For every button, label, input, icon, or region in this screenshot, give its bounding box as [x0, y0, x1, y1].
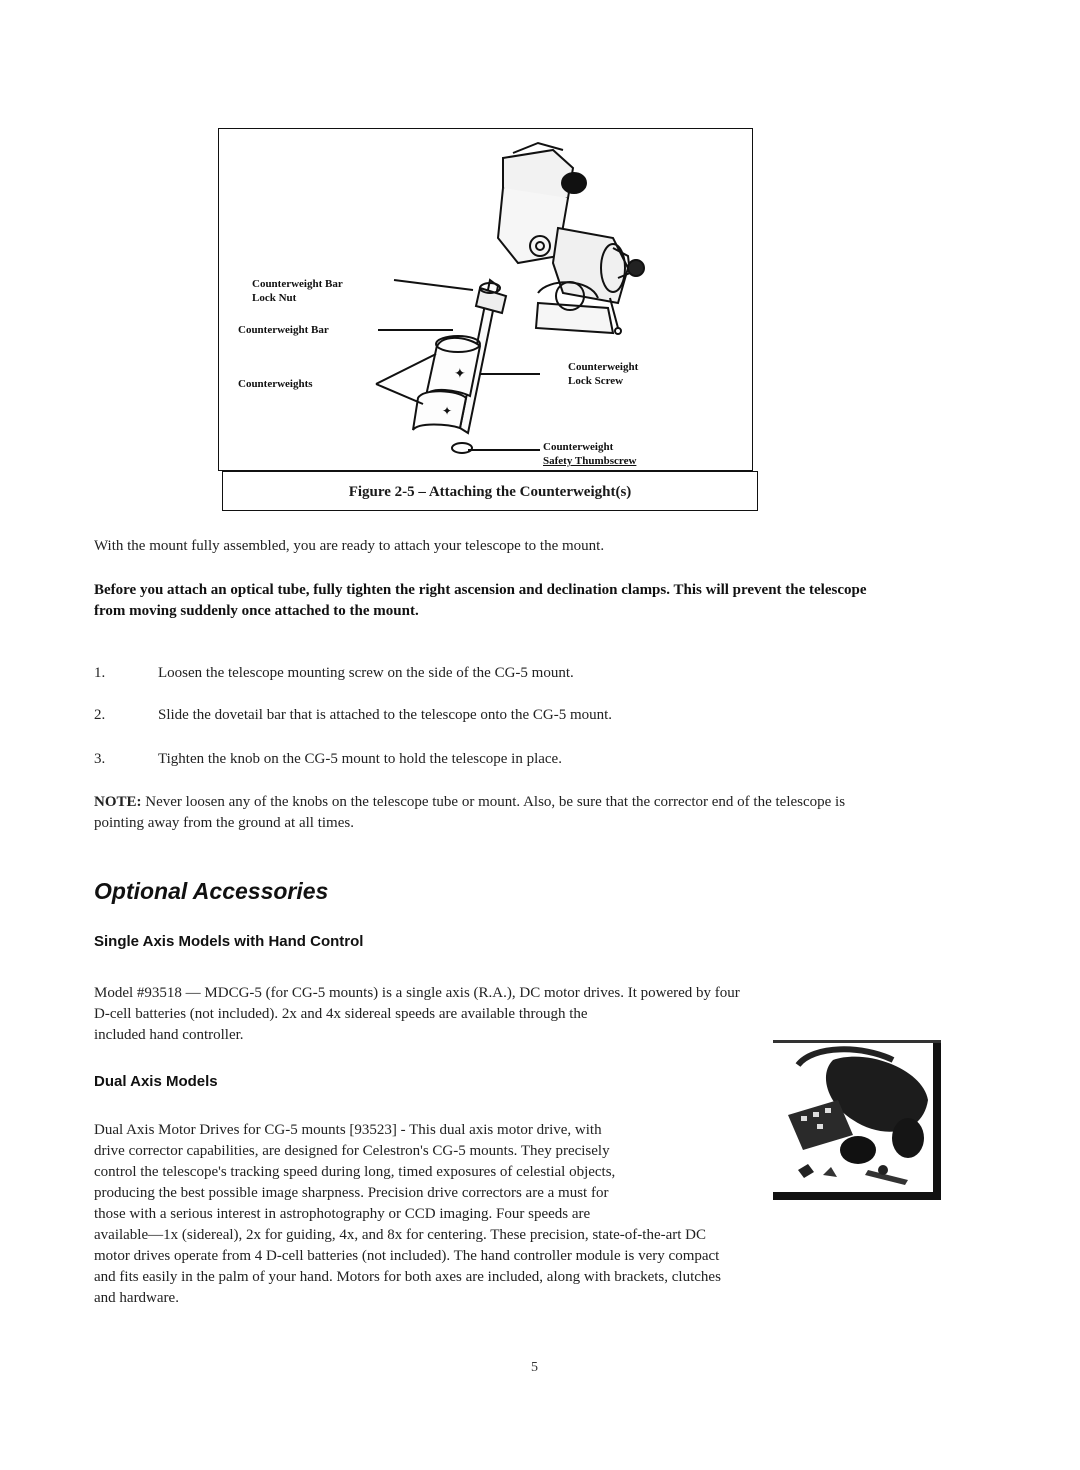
- label-counterweight-bar: Counterweight Bar: [238, 324, 329, 336]
- step-text: Loosen the telescope mounting screw on the side of the CG-5 mount.: [158, 665, 574, 681]
- text-line: available—1x (sidereal), 2x for guiding, 4x, and 8x for centering. These precision, state-of-the-art DC: [94, 1227, 707, 1243]
- step-number: 2.: [94, 707, 106, 723]
- label-bar-lock-nut: Counterweight Bar Lock Nut: [252, 278, 343, 304]
- text-line: Dual Axis Motor Drives for CG-5 mounts [93523] - This dual axis motor drive, with: [94, 1122, 602, 1138]
- intro-paragraph: With the mount fully assembled, you are ready to attach your telescope to the mount.: [94, 538, 605, 554]
- text-line: and hardware.: [94, 1290, 179, 1306]
- step-number: 1.: [94, 665, 106, 681]
- text-line: motor drives operate from 4 D-cell batteries (not included). The hand controller module is very compact: [94, 1248, 720, 1264]
- text-line: producing the best possible image sharpness. Precision drive correctors are a must for: [94, 1185, 609, 1201]
- motor-drive-photo: [773, 1040, 941, 1200]
- label-counterweights: Counterweights: [238, 378, 313, 390]
- step-text: Slide the dovetail bar that is attached to the telescope onto the CG-5 mount.: [158, 707, 613, 723]
- svg-text:✦: ✦: [454, 367, 466, 382]
- dual-axis-wrapped: [94, 1120, 749, 1225]
- text-line: those with a serious interest in astrophotography or CCD imaging. Four speeds are: [94, 1206, 591, 1222]
- text-line: D-cell batteries (not included). 2x and 4x sidereal speeds are available through the: [94, 1006, 588, 1022]
- section-title: Optional Accessories: [94, 878, 329, 904]
- step-text: Tighten the knob on the CG-5 mount to hold the telescope in place.: [158, 751, 562, 767]
- step-number: 3.: [94, 751, 106, 767]
- text-line: Model #93518 — MDCG-5 (for CG-5 mounts) is a single axis (R.A.), DC motor drives. It powered by four: [94, 985, 740, 1001]
- note-paragraph: [94, 792, 894, 834]
- single-axis-heading: Single Axis Models with Hand Control: [94, 933, 364, 950]
- figure-caption: Figure 2-5 – Attaching the Counterweight(s): [222, 471, 758, 511]
- note-text: Never loosen any of the knobs on the telescope tube or mount. Also, be sure that the corrector end of the telescope is pointing away from the ground at all times.: [94, 794, 846, 831]
- warning-paragraph: Before you attach an optical tube, fully tighten the right ascension and declination clamps. This will prevent the telescope from moving suddenly once attached to the mount.: [94, 582, 867, 619]
- label-safety-thumbscrew: Counterweight Safety Thumbscrew: [543, 441, 637, 467]
- single-axis-paragraph: [94, 983, 894, 1046]
- text-line: and fits easily in the palm of your hand. Motors for both axes are included, along with brackets, clutches: [94, 1269, 721, 1285]
- svg-text:✦: ✦: [442, 404, 453, 418]
- text-line: drive corrector capabilities, are designed for Celestron's CG-5 mounts. They precisely: [94, 1143, 610, 1159]
- label-lock-screw: Counterweight Lock Screw: [568, 361, 639, 387]
- dual-axis-full: [94, 1225, 894, 1309]
- page-number: 5: [531, 1360, 538, 1375]
- note-label: NOTE:: [94, 794, 142, 810]
- dual-axis-heading: Dual Axis Models: [94, 1073, 218, 1090]
- text-line: control the telescope's tracking speed during long, timed exposures of celestial objects,: [94, 1164, 616, 1180]
- text-line: included hand controller.: [94, 1027, 244, 1043]
